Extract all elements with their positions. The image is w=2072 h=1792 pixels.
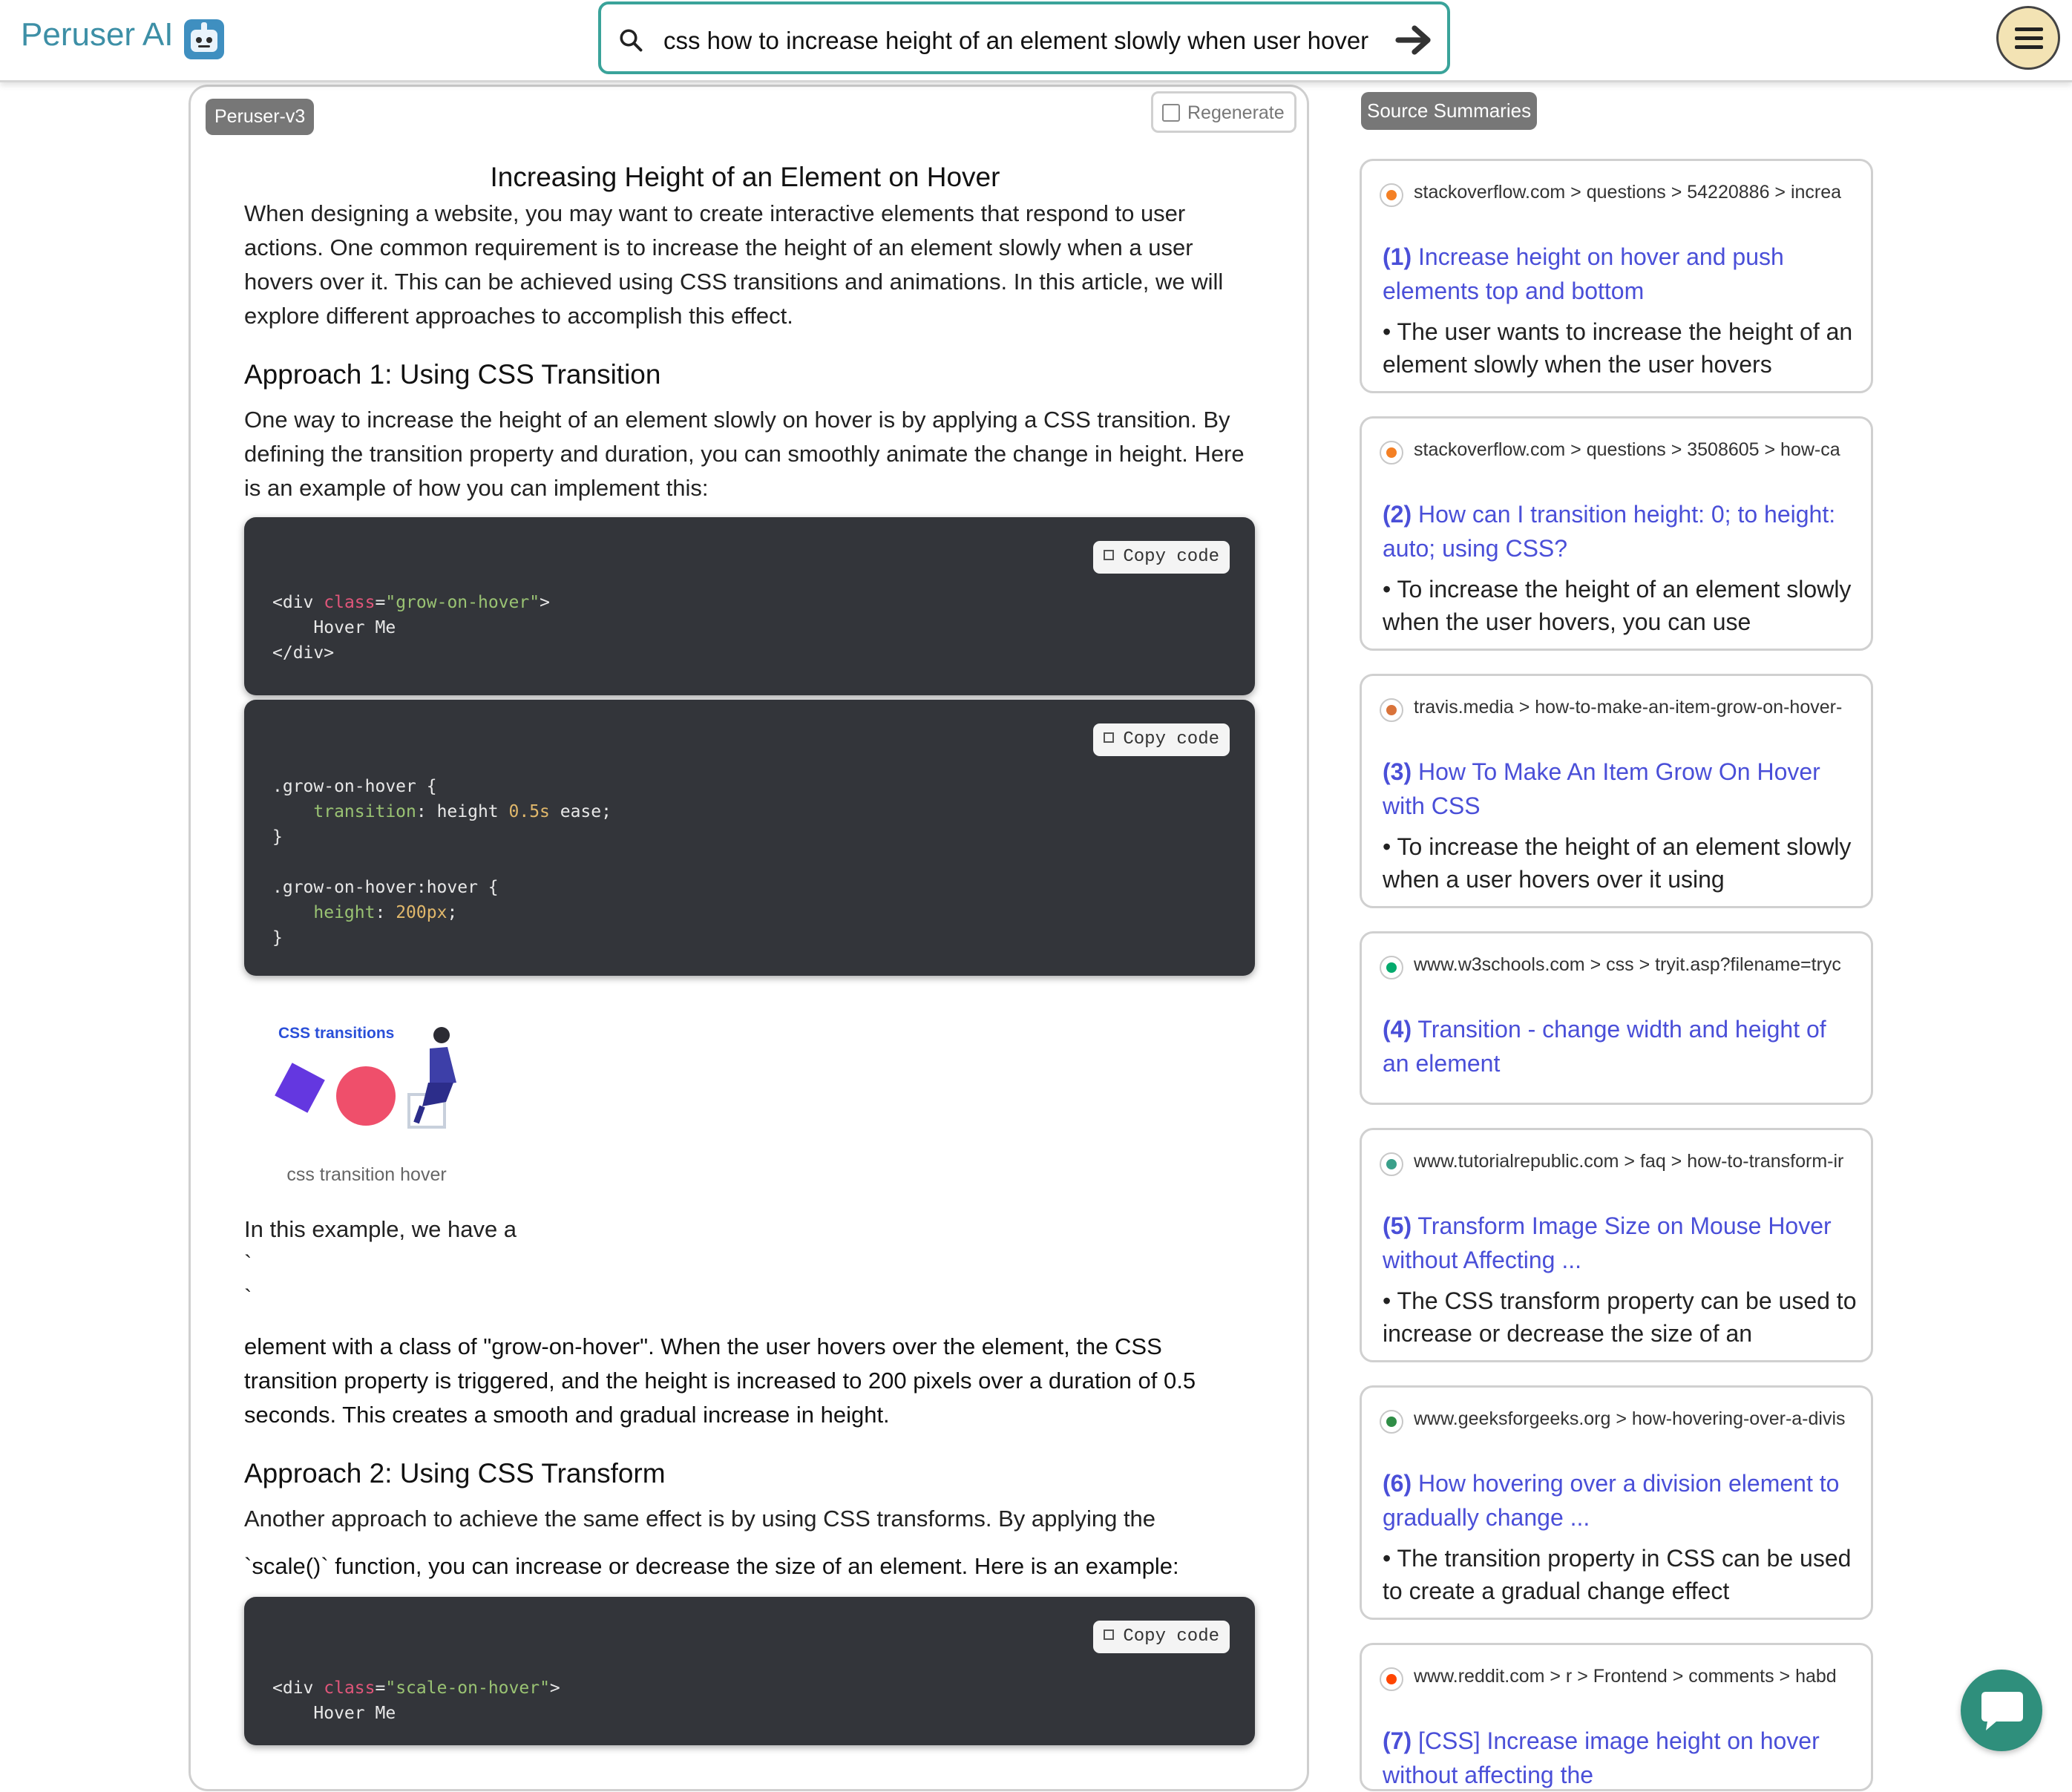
source-url[interactable]: travis.media > how-to-make-an-item-grow-on-hover- [1414,697,1843,718]
source-title[interactable]: (4) Transition - change width and height of an element [1383,1016,1826,1077]
code-text: .grow-on-hover { transition: height 0.5s ease; } .grow-on-hover:hover { height: 200px; } [272,777,612,948]
source-url[interactable]: www.w3schools.com > css > tryit.asp?filename=tryc [1414,954,1841,975]
geeksforgeeks-favicon-icon [1380,1410,1403,1434]
article-title: Increasing Height of an Element on Hover [490,162,1000,192]
copy-code-button[interactable] [1093,541,1230,574]
favicon-dot [1386,705,1397,715]
favicon-dot [1386,1159,1397,1169]
source-title[interactable]: (1) Increase height on hover and push elements top and bottom [1383,243,1784,304]
source-summary: • The user wants to increase the height of an element slowly when the user hovers [1383,318,1853,378]
copy-icon [1104,732,1114,743]
source-card-3[interactable] [1360,674,1873,908]
approach1-heading: Approach 1: Using CSS Transition [244,359,661,390]
brand-name[interactable]: Peruser AI [21,16,174,53]
copy-code-button[interactable] [1093,1621,1230,1653]
source-summary: • To increase the height of an element slowly when a user hovers over it using [1383,833,1852,893]
source-title[interactable]: (3) How To Make An Item Grow On Hover with CSS [1383,758,1820,819]
copy-code-label: Copy code [1123,729,1219,749]
copy-code-button[interactable] [1093,723,1230,756]
chat-bubble-icon [1961,1670,2042,1751]
explain-paragraph: element with a class of "grow-on-hover". When the user hovers over the element, the CSS transition property is triggered, and the height is increased to 200 pixels over a duration of 0.5 seconds. This creates a smooth and gradual increase in height. [244,1333,1196,1428]
approach1-paragraph: One way to increase the height of an element slowly on hover is by applying a CSS transition. By defining the transition property and duration, you can smoothly animate the change in height. Here is an example of how you can implement this: [244,407,1245,501]
answer-panel [188,85,1309,1791]
regenerate-label: Regenerate [1187,102,1285,123]
source-card-7[interactable] [1360,1643,1873,1791]
source-summaries-tag: Source Summaries [1361,92,1537,130]
answer-content [244,158,1246,1745]
source-url[interactable]: www.geeksforgeeks.org > how-hovering-over-a-divis [1414,1408,1846,1429]
search-input[interactable] [663,27,1406,55]
favicon-dot [1386,1417,1397,1427]
approach2-paragraph-cont: `scale()` function, you can increase or decrease the size of an element. Here is an example: [244,1553,1179,1579]
source-card-2[interactable] [1360,416,1873,651]
copy-icon [1104,550,1114,560]
code-text: <div class="grow-on-hover"> Hover Me </div> [272,593,550,663]
source-summary: • The transition property in CSS can be used to create a gradual change effect [1383,1545,1852,1604]
approach2-heading: Approach 2: Using CSS Transform [244,1458,666,1489]
css-transitions-illustration [244,1008,489,1135]
copy-code-label: Copy code [1123,1627,1219,1647]
backtick: ` [244,1284,252,1310]
top-bar [0,0,2072,82]
code-block-css [244,700,1255,976]
robot-logo-icon[interactable] [184,19,224,59]
source-card-6[interactable] [1360,1385,1873,1620]
source-url[interactable]: www.tutorialrepublic.com > faq > how-to-transform-ir [1414,1151,1844,1172]
source-card-1[interactable] [1360,159,1873,393]
code-block-html [244,517,1255,695]
source-summary: • To increase the height of an element slowly when the user hovers, you can use [1383,576,1852,635]
stackoverflow-favicon-icon [1380,183,1403,207]
checkbox-icon[interactable] [1162,104,1180,122]
travis-favicon-icon [1380,698,1403,722]
copy-icon [1104,1629,1114,1640]
favicon-dot [1386,962,1397,973]
source-card-5[interactable] [1360,1128,1873,1362]
source-title[interactable]: (7) [CSS] Increase image height on hover without affecting the [1383,1727,1820,1788]
w3schools-favicon-icon [1380,956,1403,979]
source-card-4[interactable] [1360,931,1873,1105]
explain-lead: In this example, we have a [244,1216,517,1242]
figure-css-transitions [244,1008,489,1192]
hamburger-menu-icon[interactable] [1996,6,2060,70]
figure-title: CSS transitions [278,1025,395,1042]
source-title[interactable]: (5) Transform Image Size on Mouse Hover without Affecting ... [1383,1212,1832,1273]
favicon-dot [1386,190,1397,200]
figure-caption: css transition hover [286,1164,447,1185]
copy-code-label: Copy code [1123,547,1219,567]
search-bar [598,1,1450,74]
chat-bubble-button[interactable] [1961,1670,2042,1751]
favicon-dot [1386,1674,1397,1684]
model-tag: Peruser-v3 [206,99,314,135]
stackoverflow-favicon-icon [1380,441,1403,465]
reddit-favicon-icon [1380,1667,1403,1691]
intro-paragraph: When designing a website, you may want to create interactive elements that respond to user actions. One common requirement is to increase the height of an element slowly when a user hovers over it. This can be achieved using CSS transitions and animations. In this article, we will explore different approaches to accomplish this effect. [244,200,1224,329]
favicon-dot [1386,447,1397,458]
approach2-paragraph: Another approach to achieve the same effect is by using CSS transforms. By applying the [244,1506,1156,1532]
backtick: ` [244,1250,252,1276]
tutorialrepublic-favicon-icon [1380,1152,1403,1176]
regenerate-button[interactable] [1151,91,1296,133]
source-url[interactable]: stackoverflow.com > questions > 54220886 > increa [1414,182,1842,203]
arrow-right-icon[interactable] [1395,22,1434,58]
source-summary: • The CSS transform property can be used to increase or decrease the size of an [1383,1287,1857,1347]
code-block-html-2 [244,1597,1255,1745]
source-url[interactable]: www.reddit.com > r > Frontend > comments > habd [1414,1666,1837,1687]
code-text: <div class="scale-on-hover"> Hover Me [272,1678,560,1723]
source-title[interactable]: (6) How hovering over a division element to gradually change ... [1383,1470,1840,1531]
search-icon [617,27,644,53]
source-title[interactable]: (2) How can I transition height: 0; to height: auto; using CSS? [1383,501,1836,562]
source-url[interactable]: stackoverflow.com > questions > 3508605 > how-ca [1414,439,1840,460]
